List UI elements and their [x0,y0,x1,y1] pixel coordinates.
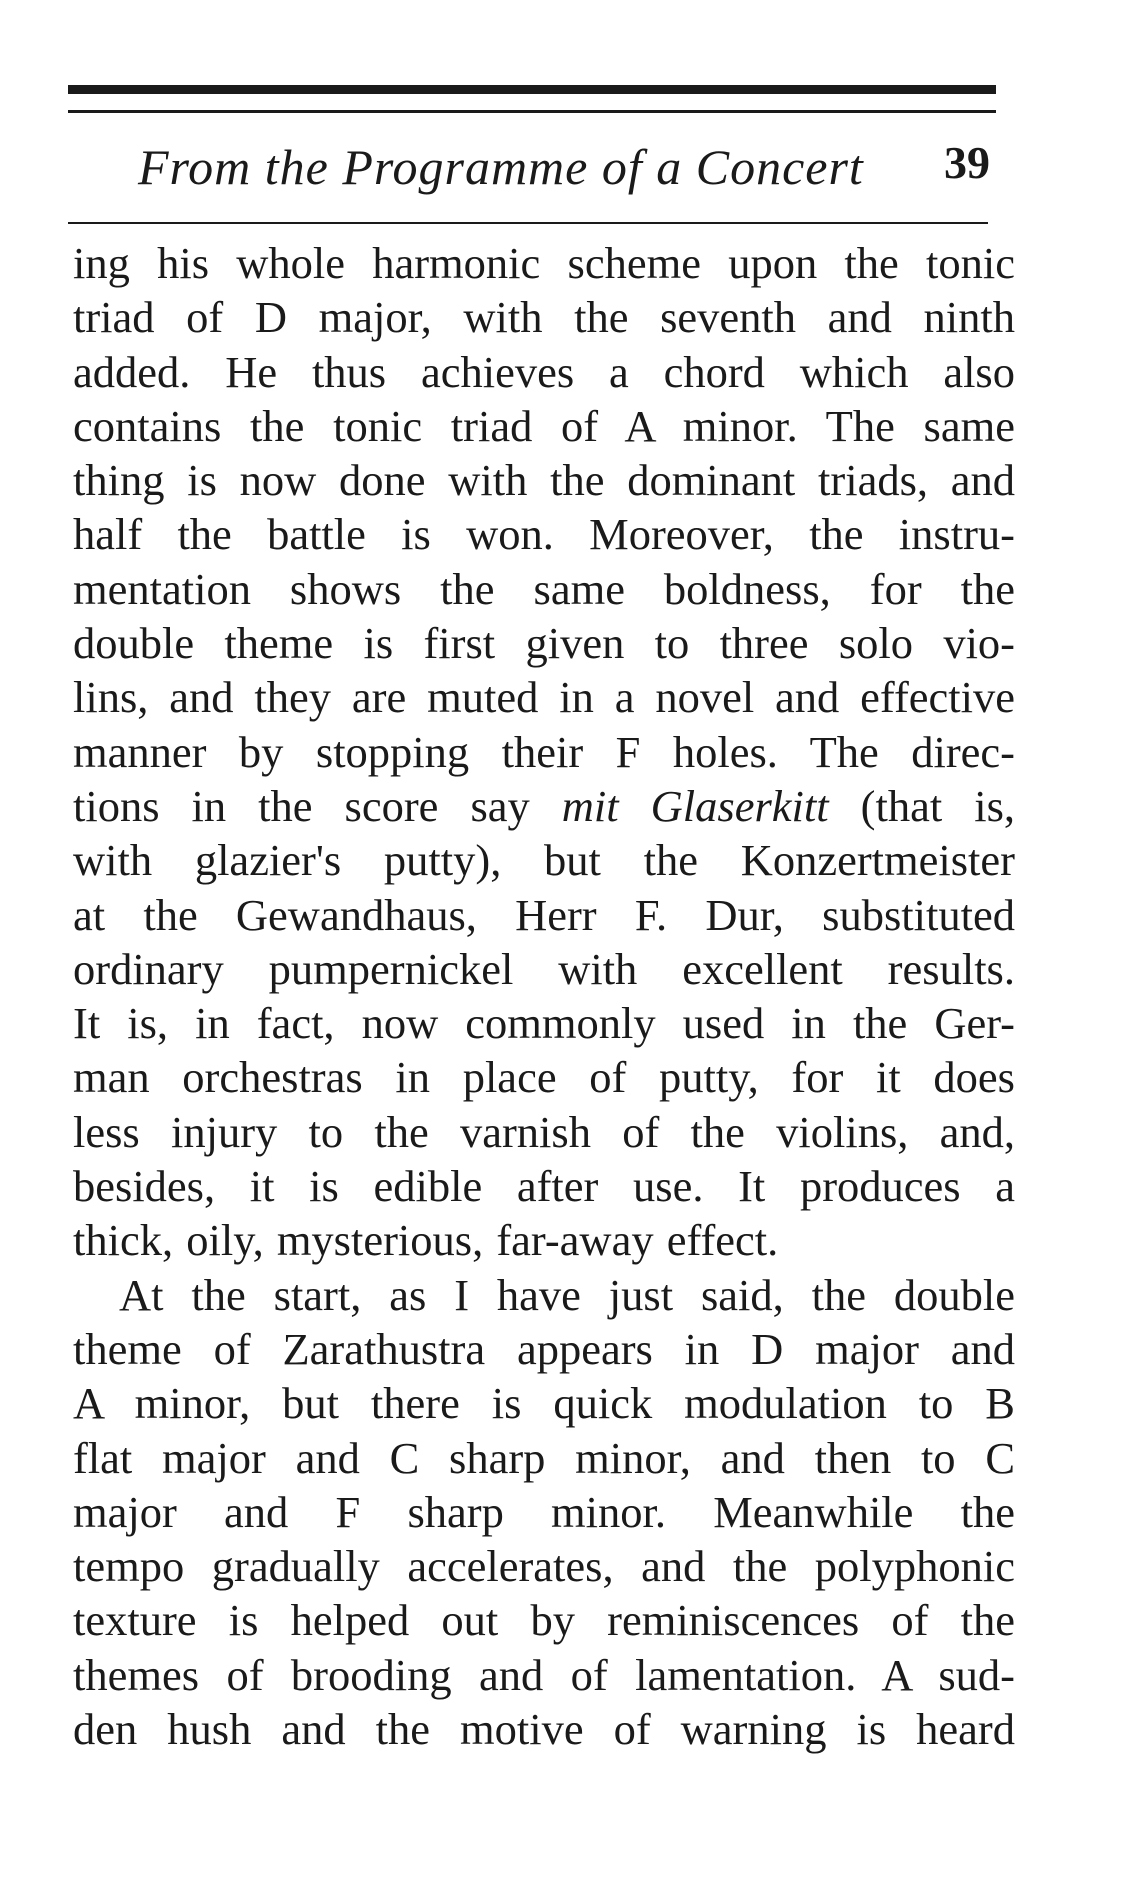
text-line: lins, and they are muted in a novel and effective [73,672,1015,723]
header-underline [68,222,988,224]
text-line: at the Gewandhaus, Herr F. Dur, substituted [73,889,1015,940]
running-head [68,132,996,202]
text-line: added. He thus achieves a chord which also [73,346,1015,397]
text-segment: tions in the score say [73,780,562,831]
text-line: less injury to the varnish of the violins, and, [73,1106,1015,1157]
text-line: theme of Zarathustra appears in D major and [73,1323,1015,1374]
text-line: manner by stopping their F holes. The direc- [73,726,1015,777]
text-line: mentation shows the same boldness, for the [73,563,1015,614]
text-line: besides, it is edible after use. It produces a [73,1161,1015,1212]
header-rule-thin [68,110,996,113]
text-segment: (that is, [828,780,1016,831]
running-title: From the Programme of a Concert [138,139,864,195]
text-line: ing his whole harmonic scheme upon the tonic [73,238,1015,288]
text-line: contains the tonic triad of A minor. The same [73,400,1015,451]
page-number: 39 [944,137,990,188]
text-line: themes of brooding and of lamentation. A sud- [73,1649,1015,1700]
text-line: with glazier's putty), but the Konzertmeister [73,835,1015,886]
header-rule-thick [68,85,996,94]
text-line: tempo gradually accelerates, and the polyphonic [73,1541,1015,1592]
text-line: den hush and the motive of warning is heard [73,1704,1015,1755]
text-line: man orchestras in place of putty, for it does [73,1052,1015,1103]
body-text [73,236,1015,1756]
text-line: half the battle is won. Moreover, the instru- [73,509,1015,560]
paragraph-1 [73,236,1015,1268]
text-line: triad of D major, with the seventh and ninth [73,292,1015,343]
text-line: flat major and C sharp minor, and then to C [73,1432,1015,1483]
paragraph-2 [73,1268,1015,1757]
text-line: double theme is first given to three solo vio- [73,618,1015,669]
text-line: At the start, as I have just said, the double [119,1269,1015,1320]
text-line: major and F sharp minor. Meanwhile the [73,1486,1015,1537]
text-line: ordinary pumpernickel with excellent results. [73,943,1015,994]
text-line: A minor, but there is quick modulation to B [73,1378,1015,1429]
italic-phrase: mit Glaserkitt [561,780,829,831]
text-line: thick, oily, mysterious, far-away effect. [73,1215,779,1266]
text-line: thing is now done with the dominant triads, and [73,455,1015,506]
text-line: It is, in fact, now commonly used in the Ger- [73,998,1015,1049]
text-line-with-italic [73,779,1015,833]
text-line: texture is helped out by reminiscences of the [73,1595,1015,1646]
